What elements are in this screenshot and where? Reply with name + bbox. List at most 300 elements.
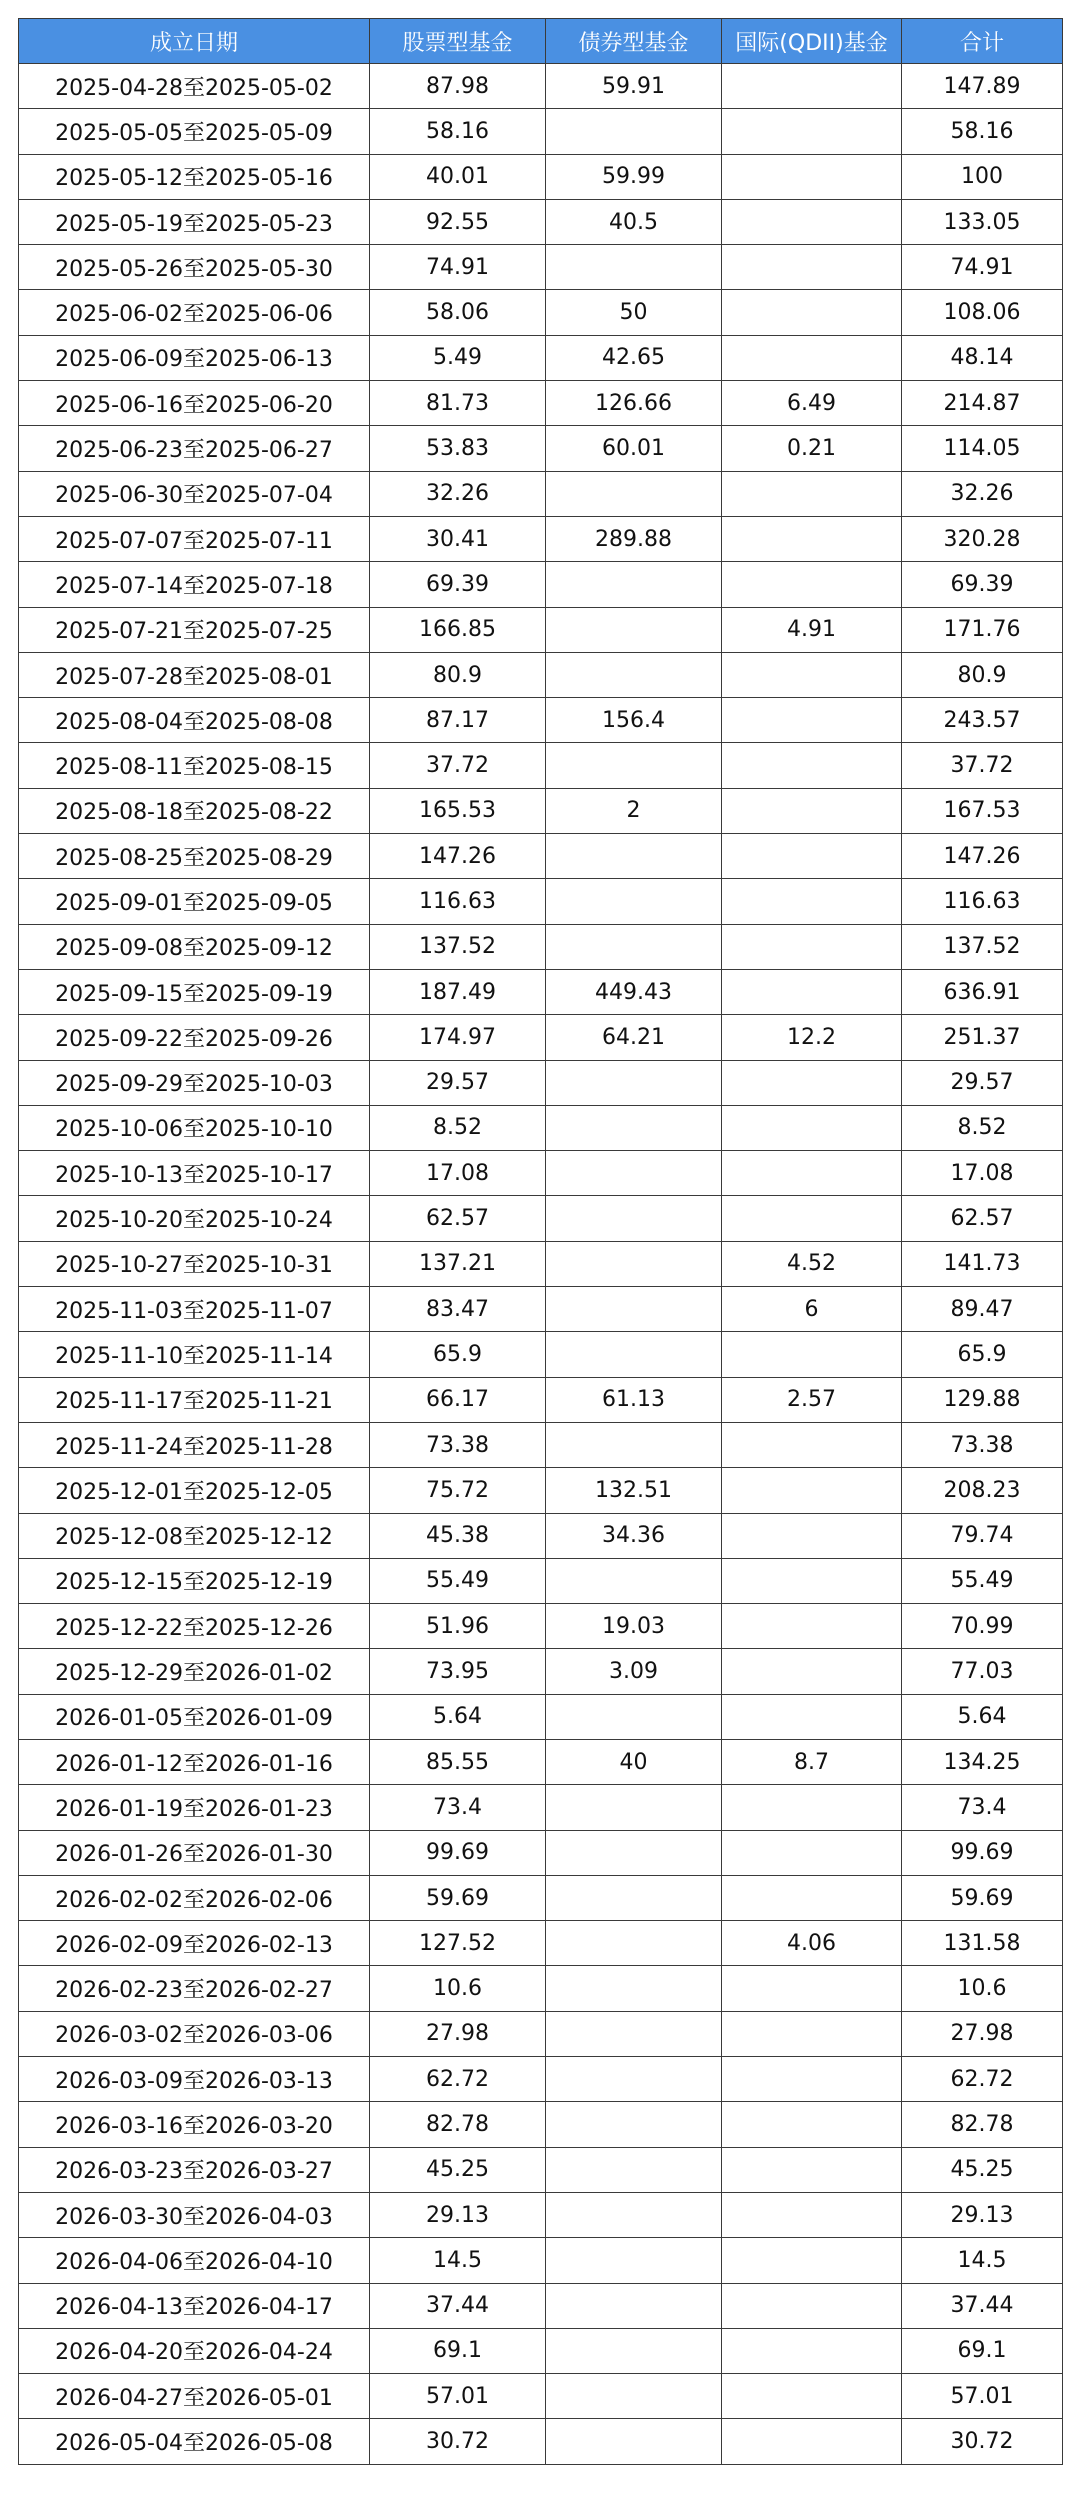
cell-qdii-fund [722, 969, 902, 1014]
table-row [19, 1649, 1063, 1694]
cell-qdii-fund [722, 1694, 902, 1739]
cell-bond-fund: 449.43 [546, 969, 722, 1014]
table-row [19, 924, 1063, 969]
cell-date-range: 2026-03-09至2026-03-13 [19, 2057, 370, 2102]
table-row [19, 1287, 1063, 1332]
cell-qdii-fund [722, 2328, 902, 2373]
cell-total: 32.26 [902, 471, 1063, 516]
table-row [19, 199, 1063, 244]
cell-qdii-fund [722, 2057, 902, 2102]
cell-total: 99.69 [902, 1830, 1063, 1875]
cell-date-range: 2025-07-07至2025-07-11 [19, 516, 370, 561]
cell-stock-fund: 81.73 [370, 381, 546, 426]
cell-total: 30.72 [902, 2419, 1063, 2464]
cell-total: 37.72 [902, 743, 1063, 788]
cell-qdii-fund [722, 1332, 902, 1377]
cell-total: 171.76 [902, 607, 1063, 652]
cell-total: 58.16 [902, 109, 1063, 154]
cell-total: 29.13 [902, 2192, 1063, 2237]
cell-qdii-fund [722, 1422, 902, 1467]
table-row [19, 1830, 1063, 1875]
cell-bond-fund [546, 1287, 722, 1332]
cell-date-range: 2025-08-04至2025-08-08 [19, 698, 370, 743]
cell-stock-fund: 40.01 [370, 154, 546, 199]
cell-total: 74.91 [902, 245, 1063, 290]
cell-qdii-fund: 6.49 [722, 381, 902, 426]
cell-qdii-fund: 4.91 [722, 607, 902, 652]
table-row [19, 245, 1063, 290]
table-row [19, 2147, 1063, 2192]
cell-qdii-fund [722, 2192, 902, 2237]
cell-stock-fund: 137.52 [370, 924, 546, 969]
cell-bond-fund [546, 471, 722, 516]
table-row [19, 2419, 1063, 2464]
cell-qdii-fund [722, 1105, 902, 1150]
cell-bond-fund [546, 2419, 722, 2464]
table-row [19, 1785, 1063, 1830]
cell-bond-fund [546, 1151, 722, 1196]
cell-qdii-fund [722, 924, 902, 969]
table-row [19, 2057, 1063, 2102]
header-bond-fund: 债券型基金 [546, 19, 722, 64]
cell-date-range: 2026-05-04至2026-05-08 [19, 2419, 370, 2464]
cell-stock-fund: 53.83 [370, 426, 546, 471]
cell-stock-fund: 55.49 [370, 1558, 546, 1603]
cell-bond-fund [546, 2192, 722, 2237]
cell-bond-fund [546, 1060, 722, 1105]
cell-date-range: 2025-08-25至2025-08-29 [19, 834, 370, 879]
cell-bond-fund [546, 879, 722, 924]
cell-qdii-fund [722, 1830, 902, 1875]
cell-bond-fund [546, 2011, 722, 2056]
cell-qdii-fund [722, 2238, 902, 2283]
cell-stock-fund: 29.57 [370, 1060, 546, 1105]
cell-bond-fund [546, 2238, 722, 2283]
table-body [19, 64, 1063, 2465]
cell-qdii-fund [722, 109, 902, 154]
cell-qdii-fund [722, 788, 902, 833]
cell-total: 636.91 [902, 969, 1063, 1014]
cell-total: 29.57 [902, 1060, 1063, 1105]
cell-stock-fund: 37.72 [370, 743, 546, 788]
cell-qdii-fund [722, 290, 902, 335]
cell-total: 114.05 [902, 426, 1063, 471]
cell-stock-fund: 45.25 [370, 2147, 546, 2192]
cell-qdii-fund [722, 2374, 902, 2419]
cell-stock-fund: 87.17 [370, 698, 546, 743]
table-row [19, 1151, 1063, 1196]
table-row [19, 516, 1063, 561]
table-row [19, 788, 1063, 833]
cell-bond-fund [546, 1785, 722, 1830]
table-row [19, 607, 1063, 652]
table-row [19, 1196, 1063, 1241]
cell-bond-fund [546, 245, 722, 290]
cell-date-range: 2025-07-21至2025-07-25 [19, 607, 370, 652]
cell-qdii-fund [722, 2102, 902, 2147]
cell-stock-fund: 116.63 [370, 879, 546, 924]
cell-qdii-fund [722, 879, 902, 924]
cell-stock-fund: 5.49 [370, 335, 546, 380]
cell-stock-fund: 166.85 [370, 607, 546, 652]
cell-stock-fund: 62.57 [370, 1196, 546, 1241]
cell-stock-fund: 187.49 [370, 969, 546, 1014]
cell-total: 167.53 [902, 788, 1063, 833]
cell-date-range: 2025-10-27至2025-10-31 [19, 1241, 370, 1286]
cell-qdii-fund: 12.2 [722, 1015, 902, 1060]
cell-stock-fund: 45.38 [370, 1513, 546, 1558]
cell-stock-fund: 57.01 [370, 2374, 546, 2419]
cell-bond-fund [546, 1241, 722, 1286]
cell-date-range: 2025-12-15至2025-12-19 [19, 1558, 370, 1603]
cell-bond-fund: 2 [546, 788, 722, 833]
cell-qdii-fund [722, 335, 902, 380]
cell-date-range: 2026-01-19至2026-01-23 [19, 1785, 370, 1830]
cell-date-range: 2025-10-20至2025-10-24 [19, 1196, 370, 1241]
table-row [19, 1105, 1063, 1150]
cell-date-range: 2026-02-09至2026-02-13 [19, 1921, 370, 1966]
cell-bond-fund: 59.91 [546, 64, 722, 109]
cell-date-range: 2025-05-26至2025-05-30 [19, 245, 370, 290]
cell-stock-fund: 14.5 [370, 2238, 546, 2283]
cell-stock-fund: 59.69 [370, 1875, 546, 1920]
cell-qdii-fund [722, 2283, 902, 2328]
cell-bond-fund [546, 2147, 722, 2192]
cell-date-range: 2025-05-19至2025-05-23 [19, 199, 370, 244]
table-row [19, 1468, 1063, 1513]
cell-total: 133.05 [902, 199, 1063, 244]
cell-qdii-fund: 0.21 [722, 426, 902, 471]
cell-date-range: 2025-06-16至2025-06-20 [19, 381, 370, 426]
table-row [19, 154, 1063, 199]
cell-stock-fund: 83.47 [370, 1287, 546, 1332]
cell-stock-fund: 99.69 [370, 1830, 546, 1875]
cell-date-range: 2026-04-20至2026-04-24 [19, 2328, 370, 2373]
cell-qdii-fund [722, 245, 902, 290]
cell-date-range: 2026-04-27至2026-05-01 [19, 2374, 370, 2419]
cell-bond-fund [546, 1966, 722, 2011]
cell-bond-fund [546, 1422, 722, 1467]
table-row [19, 1422, 1063, 1467]
cell-total: 137.52 [902, 924, 1063, 969]
cell-date-range: 2025-10-06至2025-10-10 [19, 1105, 370, 1150]
cell-stock-fund: 73.95 [370, 1649, 546, 1694]
cell-qdii-fund [722, 698, 902, 743]
cell-total: 116.63 [902, 879, 1063, 924]
cell-date-range: 2026-01-26至2026-01-30 [19, 1830, 370, 1875]
cell-date-range: 2026-02-23至2026-02-27 [19, 1966, 370, 2011]
cell-total: 62.57 [902, 1196, 1063, 1241]
cell-total: 100 [902, 154, 1063, 199]
table-header [19, 19, 1063, 64]
table-row [19, 2011, 1063, 2056]
cell-date-range: 2025-09-29至2025-10-03 [19, 1060, 370, 1105]
table-row [19, 1015, 1063, 1060]
cell-date-range: 2026-01-05至2026-01-09 [19, 1694, 370, 1739]
cell-total: 73.4 [902, 1785, 1063, 1830]
cell-qdii-fund [722, 562, 902, 607]
cell-bond-fund [546, 652, 722, 697]
cell-date-range: 2025-11-03至2025-11-07 [19, 1287, 370, 1332]
cell-stock-fund: 58.16 [370, 109, 546, 154]
cell-date-range: 2025-11-17至2025-11-21 [19, 1377, 370, 1422]
table-row [19, 426, 1063, 471]
cell-bond-fund [546, 2283, 722, 2328]
cell-qdii-fund [722, 652, 902, 697]
cell-bond-fund: 64.21 [546, 1015, 722, 1060]
cell-bond-fund: 3.09 [546, 1649, 722, 1694]
cell-total: 77.03 [902, 1649, 1063, 1694]
cell-date-range: 2025-11-10至2025-11-14 [19, 1332, 370, 1377]
table-row [19, 879, 1063, 924]
table-row [19, 2374, 1063, 2419]
cell-bond-fund [546, 1105, 722, 1150]
cell-qdii-fund [722, 2147, 902, 2192]
cell-date-range: 2026-03-02至2026-03-06 [19, 2011, 370, 2056]
cell-date-range: 2025-06-02至2025-06-06 [19, 290, 370, 335]
cell-total: 14.5 [902, 2238, 1063, 2283]
table-row [19, 2283, 1063, 2328]
table-row [19, 834, 1063, 879]
cell-bond-fund: 40.5 [546, 199, 722, 244]
cell-stock-fund: 137.21 [370, 1241, 546, 1286]
table-row [19, 1377, 1063, 1422]
cell-stock-fund: 82.78 [370, 2102, 546, 2147]
cell-qdii-fund [722, 1875, 902, 1920]
cell-date-range: 2026-03-30至2026-04-03 [19, 2192, 370, 2237]
cell-bond-fund: 42.65 [546, 335, 722, 380]
table-row [19, 1739, 1063, 1784]
cell-qdii-fund [722, 154, 902, 199]
cell-date-range: 2025-06-23至2025-06-27 [19, 426, 370, 471]
cell-stock-fund: 58.06 [370, 290, 546, 335]
header-total: 合计 [902, 19, 1063, 64]
cell-total: 320.28 [902, 516, 1063, 561]
cell-total: 10.6 [902, 1966, 1063, 2011]
table-row [19, 1694, 1063, 1739]
table-row [19, 1332, 1063, 1377]
cell-qdii-fund [722, 1468, 902, 1513]
table-row [19, 743, 1063, 788]
cell-qdii-fund: 4.06 [722, 1921, 902, 1966]
cell-stock-fund: 147.26 [370, 834, 546, 879]
header-establish-date: 成立日期 [19, 19, 370, 64]
cell-total: 62.72 [902, 2057, 1063, 2102]
table-row [19, 1921, 1063, 1966]
cell-bond-fund [546, 924, 722, 969]
cell-date-range: 2025-09-22至2025-09-26 [19, 1015, 370, 1060]
table-row [19, 1966, 1063, 2011]
cell-bond-fund: 132.51 [546, 1468, 722, 1513]
cell-bond-fund [546, 1558, 722, 1603]
cell-qdii-fund [722, 199, 902, 244]
cell-stock-fund: 87.98 [370, 64, 546, 109]
cell-date-range: 2025-05-12至2025-05-16 [19, 154, 370, 199]
cell-stock-fund: 37.44 [370, 2283, 546, 2328]
cell-bond-fund [546, 2057, 722, 2102]
cell-date-range: 2026-04-13至2026-04-17 [19, 2283, 370, 2328]
cell-date-range: 2026-01-12至2026-01-16 [19, 1739, 370, 1784]
cell-total: 251.37 [902, 1015, 1063, 1060]
cell-total: 82.78 [902, 2102, 1063, 2147]
cell-bond-fund [546, 562, 722, 607]
cell-qdii-fund [722, 1558, 902, 1603]
cell-bond-fund [546, 1196, 722, 1241]
cell-total: 27.98 [902, 2011, 1063, 2056]
cell-qdii-fund [722, 516, 902, 561]
cell-bond-fund [546, 2374, 722, 2419]
cell-stock-fund: 10.6 [370, 1966, 546, 2011]
cell-qdii-fund: 2.57 [722, 1377, 902, 1422]
cell-total: 65.9 [902, 1332, 1063, 1377]
cell-stock-fund: 69.39 [370, 562, 546, 607]
cell-date-range: 2026-03-16至2026-03-20 [19, 2102, 370, 2147]
cell-total: 70.99 [902, 1604, 1063, 1649]
table-row [19, 2328, 1063, 2373]
cell-stock-fund: 66.17 [370, 1377, 546, 1422]
cell-total: 57.01 [902, 2374, 1063, 2419]
cell-total: 69.1 [902, 2328, 1063, 2373]
cell-stock-fund: 92.55 [370, 199, 546, 244]
cell-date-range: 2025-09-15至2025-09-19 [19, 969, 370, 1014]
cell-bond-fund: 61.13 [546, 1377, 722, 1422]
cell-stock-fund: 73.38 [370, 1422, 546, 1467]
cell-date-range: 2025-09-08至2025-09-12 [19, 924, 370, 969]
cell-date-range: 2025-09-01至2025-09-05 [19, 879, 370, 924]
cell-total: 147.26 [902, 834, 1063, 879]
cell-qdii-fund: 6 [722, 1287, 902, 1332]
cell-bond-fund: 50 [546, 290, 722, 335]
table-row [19, 698, 1063, 743]
table-row [19, 335, 1063, 380]
cell-stock-fund: 51.96 [370, 1604, 546, 1649]
cell-total: 147.89 [902, 64, 1063, 109]
cell-bond-fund [546, 109, 722, 154]
cell-qdii-fund [722, 1604, 902, 1649]
table-row [19, 1604, 1063, 1649]
header-row [19, 19, 1063, 64]
cell-stock-fund: 127.52 [370, 1921, 546, 1966]
cell-qdii-fund [722, 2011, 902, 2056]
cell-bond-fund: 34.36 [546, 1513, 722, 1558]
cell-bond-fund: 156.4 [546, 698, 722, 743]
table-row [19, 1241, 1063, 1286]
cell-date-range: 2025-11-24至2025-11-28 [19, 1422, 370, 1467]
cell-bond-fund [546, 1694, 722, 1739]
cell-bond-fund [546, 834, 722, 879]
cell-total: 80.9 [902, 652, 1063, 697]
cell-date-range: 2025-07-14至2025-07-18 [19, 562, 370, 607]
cell-stock-fund: 165.53 [370, 788, 546, 833]
table-row [19, 2102, 1063, 2147]
cell-bond-fund [546, 2102, 722, 2147]
cell-total: 129.88 [902, 1377, 1063, 1422]
cell-total: 73.38 [902, 1422, 1063, 1467]
fund-table-container [18, 18, 1062, 2465]
table-row [19, 471, 1063, 516]
cell-date-range: 2025-12-22至2025-12-26 [19, 1604, 370, 1649]
table-row [19, 652, 1063, 697]
cell-stock-fund: 27.98 [370, 2011, 546, 2056]
table-row [19, 1558, 1063, 1603]
cell-date-range: 2025-12-29至2026-01-02 [19, 1649, 370, 1694]
cell-stock-fund: 174.97 [370, 1015, 546, 1060]
cell-stock-fund: 17.08 [370, 1151, 546, 1196]
cell-bond-fund: 60.01 [546, 426, 722, 471]
cell-total: 37.44 [902, 2283, 1063, 2328]
table-row [19, 969, 1063, 1014]
cell-qdii-fund: 4.52 [722, 1241, 902, 1286]
cell-bond-fund [546, 1830, 722, 1875]
cell-qdii-fund [722, 1196, 902, 1241]
cell-date-range: 2025-12-08至2025-12-12 [19, 1513, 370, 1558]
cell-qdii-fund [722, 1151, 902, 1196]
cell-qdii-fund [722, 834, 902, 879]
cell-stock-fund: 62.72 [370, 2057, 546, 2102]
cell-date-range: 2025-08-11至2025-08-15 [19, 743, 370, 788]
table-row [19, 2192, 1063, 2237]
cell-total: 8.52 [902, 1105, 1063, 1150]
cell-total: 243.57 [902, 698, 1063, 743]
cell-qdii-fund [722, 1785, 902, 1830]
table-row [19, 64, 1063, 109]
cell-bond-fund: 59.99 [546, 154, 722, 199]
cell-qdii-fund [722, 1060, 902, 1105]
cell-date-range: 2025-05-05至2025-05-09 [19, 109, 370, 154]
cell-qdii-fund [722, 1966, 902, 2011]
cell-date-range: 2025-12-01至2025-12-05 [19, 1468, 370, 1513]
cell-stock-fund: 69.1 [370, 2328, 546, 2373]
cell-total: 69.39 [902, 562, 1063, 607]
cell-stock-fund: 74.91 [370, 245, 546, 290]
cell-date-range: 2025-08-18至2025-08-22 [19, 788, 370, 833]
table-row [19, 2238, 1063, 2283]
cell-stock-fund: 80.9 [370, 652, 546, 697]
cell-stock-fund: 32.26 [370, 471, 546, 516]
cell-total: 89.47 [902, 1287, 1063, 1332]
table-row [19, 1060, 1063, 1105]
table-row [19, 1513, 1063, 1558]
cell-total: 17.08 [902, 1151, 1063, 1196]
cell-bond-fund [546, 1921, 722, 1966]
table-row [19, 109, 1063, 154]
cell-date-range: 2025-04-28至2025-05-02 [19, 64, 370, 109]
cell-bond-fund [546, 607, 722, 652]
cell-bond-fund: 289.88 [546, 516, 722, 561]
cell-total: 214.87 [902, 381, 1063, 426]
cell-stock-fund: 73.4 [370, 1785, 546, 1830]
cell-qdii-fund: 8.7 [722, 1739, 902, 1784]
cell-bond-fund: 19.03 [546, 1604, 722, 1649]
table-row [19, 562, 1063, 607]
header-qdii-fund: 国际(QDII)基金 [722, 19, 902, 64]
cell-bond-fund [546, 743, 722, 788]
cell-total: 55.49 [902, 1558, 1063, 1603]
cell-total: 45.25 [902, 2147, 1063, 2192]
table-row [19, 290, 1063, 335]
cell-qdii-fund [722, 471, 902, 516]
cell-date-range: 2025-10-13至2025-10-17 [19, 1151, 370, 1196]
cell-stock-fund: 30.72 [370, 2419, 546, 2464]
cell-date-range: 2025-06-09至2025-06-13 [19, 335, 370, 380]
cell-bond-fund: 126.66 [546, 381, 722, 426]
cell-stock-fund: 30.41 [370, 516, 546, 561]
cell-total: 79.74 [902, 1513, 1063, 1558]
cell-qdii-fund [722, 1649, 902, 1694]
cell-total: 131.58 [902, 1921, 1063, 1966]
cell-bond-fund: 40 [546, 1739, 722, 1784]
cell-total: 134.25 [902, 1739, 1063, 1784]
